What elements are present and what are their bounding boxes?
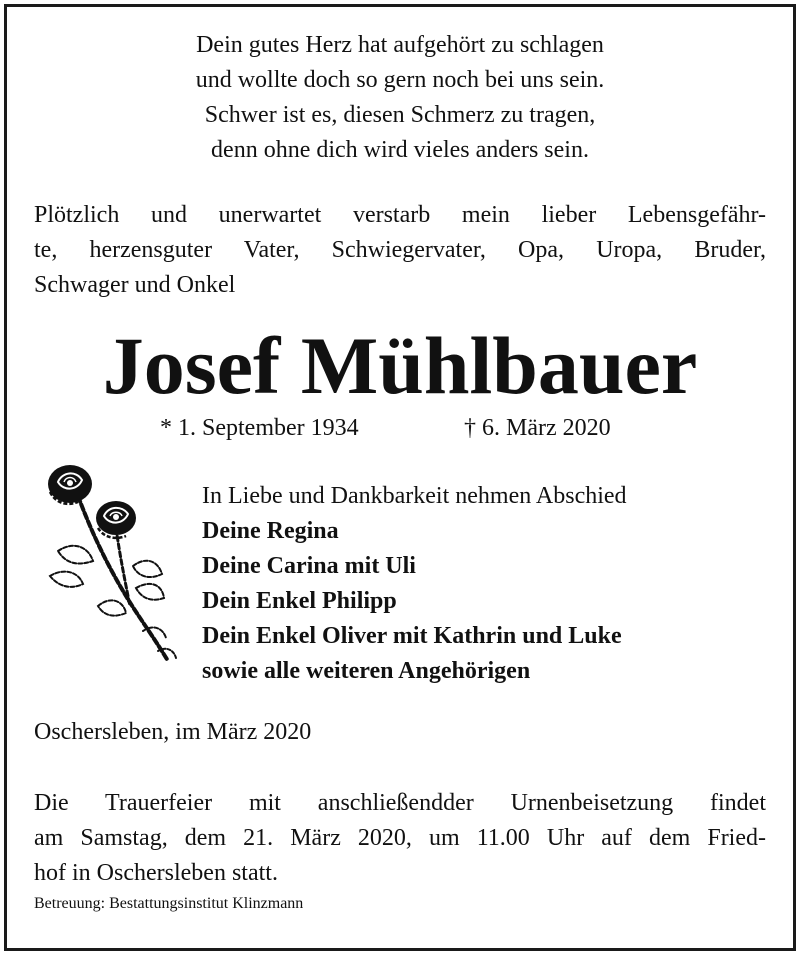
- place-and-date: Oschersleben, im März 2020: [34, 719, 312, 745]
- announcement-line: Plötzlich und unerwartet verstarb mein lieber Lebensgefähr-: [34, 202, 766, 228]
- mourner-name: Dein Enkel Oliver mit Kathrin und Luke: [202, 623, 622, 649]
- funeral-info: [34, 786, 766, 891]
- funeral-line: Die Trauerfeier mit anschließendder Urnenbeisetzung findet: [34, 790, 766, 816]
- funeral-line: am Samstag, dem 21. März 2020, um 11.00 Uhr auf dem Fried-: [34, 825, 766, 851]
- announcement-line: Schwager und Onkel: [34, 272, 236, 298]
- mourner-name: sowie alle weiteren Angehörigen: [202, 658, 531, 684]
- mourner-name: Deine Regina: [202, 518, 339, 544]
- poem-line: und wollte doch so gern noch bei uns sein.: [195, 67, 605, 93]
- death-announcement: [34, 198, 766, 303]
- poem-line: Schwer ist es, diesen Schmerz zu tragen,: [204, 102, 596, 128]
- poem-line: denn ohne dich wird vieles anders sein.: [211, 137, 589, 163]
- memorial-poem: [0, 28, 800, 168]
- announcement-line: te, herzensguter Vater, Schwiegervater, Opa, Uropa, Bruder,: [34, 237, 766, 263]
- mourner-name: Dein Enkel Philipp: [202, 588, 397, 614]
- death-date: † 6. März 2020: [464, 415, 611, 441]
- funeral-home-credit: Betreuung: Bestattungsinstitut Klinzmann: [34, 895, 304, 912]
- mourners-intro: In Liebe und Dankbarkeit nehmen Abschied: [202, 483, 627, 509]
- roses-icon: [38, 456, 188, 671]
- birth-date: * 1. September 1934: [160, 415, 359, 441]
- deceased-name: Josef Mühlbauer: [102, 320, 698, 411]
- poem-line: Dein gutes Herz hat aufgehört zu schlagen: [196, 32, 604, 58]
- mourner-name: Deine Carina mit Uli: [202, 553, 416, 579]
- mourners-block: [202, 479, 627, 689]
- funeral-line: hof in Oschersleben statt.: [34, 860, 278, 886]
